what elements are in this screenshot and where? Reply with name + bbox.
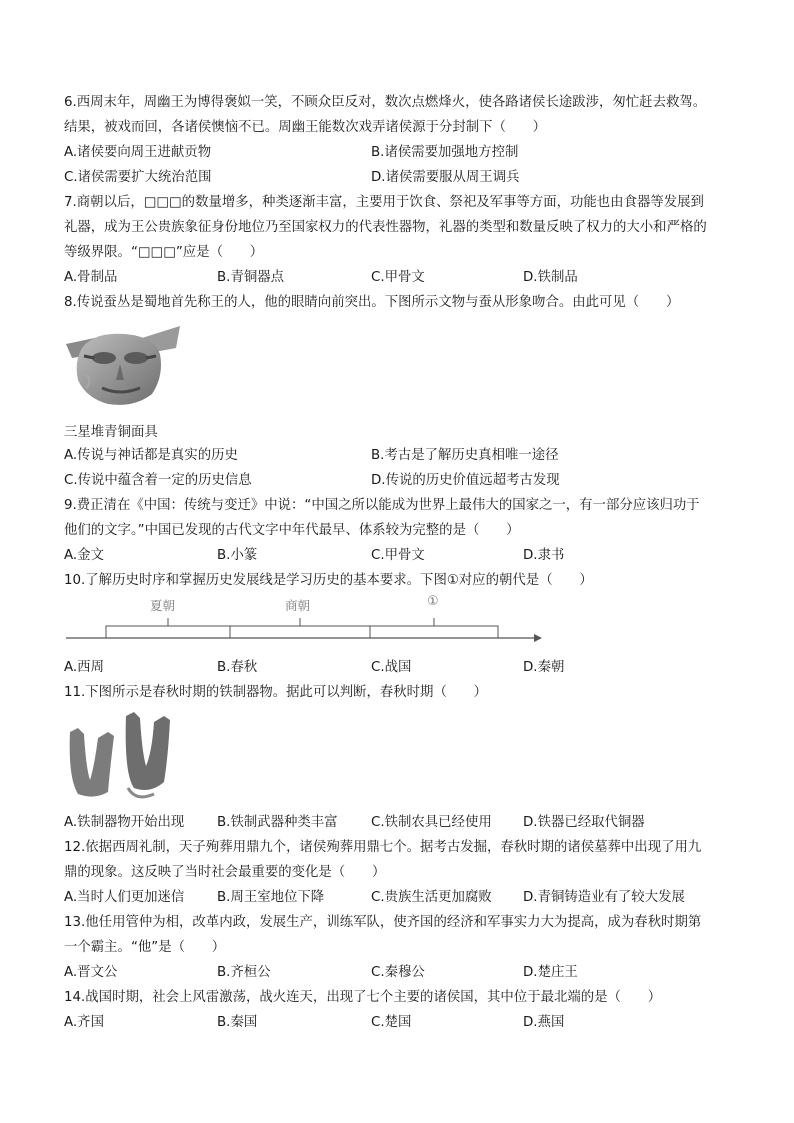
q10-option-b: B.春秋 — [217, 660, 258, 675]
q12-option-d: D.青铜铸造业有了较大发展 — [523, 890, 685, 905]
q9-option-d: D.隶书 — [523, 548, 565, 563]
q8-line1: 8.传说蚕丛是蜀地首先称王的人，他的眼睛向前突出。下图所示文物与蚕从形象吻合。由此可见（ ） — [64, 295, 680, 310]
q8-option-a: A.传说与神话都是真实的历史 — [64, 448, 238, 463]
timeline-label-shang: 商朝 — [285, 598, 311, 613]
q11-option-c: C.铁制农具已经使用 — [371, 815, 492, 830]
q9-line1: 9.费正清在《中国：传统与变迁》中说：“中国之所以能成为世界上最伟大的国家之一，有一部分应该归功于 — [64, 498, 700, 513]
q12-option-a: A.当时人们更加迷信 — [64, 890, 185, 905]
q14-option-d: D.燕国 — [523, 1015, 565, 1030]
q8-option-d: D.传说的历史价值远超考古发现 — [371, 473, 560, 488]
q14-line1: 14.战国时期，社会上风雷激荡，战火连天，出现了七个主要的诸侯国，其中位于最北端的是（ ） — [64, 990, 662, 1005]
timeline-label-xia: 夏朝 — [150, 598, 176, 613]
q11-option-d: D.铁器已经取代铜器 — [523, 815, 645, 830]
q7-option-b: B.青铜器点 — [217, 270, 285, 285]
q7-line2: 礼器，成为王公贵族象征身份地位乃至国家权力的代表性器物，礼器的类型和数量反映了权力的大小和严格的 — [64, 220, 707, 235]
q8-figure-caption: 三星堆青铜面具 — [64, 425, 158, 440]
q6-line2: 结果，被戏而回，各诸侯懊恼不已。周幽王能数次戏弄诸侯源于分封制下（ ） — [64, 120, 547, 135]
q11-option-b: B.铁制武器种类丰富 — [217, 815, 338, 830]
q8-option-c: C.传说中蕴含着一定的历史信息 — [64, 473, 252, 488]
q12-line1: 12.依据西周礼制，天子殉葬用鼎九个，诸侯殉葬用鼎七个。据考古发掘，春秋时期的诸侯墓葬中出现了用九 — [64, 840, 702, 855]
q9-option-a: A.金文 — [64, 548, 104, 563]
q7-option-c: C.甲骨文 — [371, 270, 425, 285]
q13-option-c: C.秦穆公 — [371, 965, 425, 980]
q6-option-b: B.诸侯需要加强地方控制 — [371, 145, 519, 160]
q7-option-a: A.骨制品 — [64, 270, 118, 285]
q14-option-a: A.齐国 — [64, 1015, 104, 1030]
q6-option-d: D.诸侯需要服从周王调兵 — [371, 170, 520, 185]
q11-option-a: A.铁制器物开始出现 — [64, 815, 185, 830]
q14-option-c: C.楚国 — [371, 1015, 412, 1030]
q12-line2: 鼎的现象。这反映了当时社会最重要的变化是（ ） — [64, 865, 386, 880]
q13-option-d: D.楚庄王 — [523, 965, 578, 980]
timeline-label-1: ① — [427, 594, 439, 609]
q10-line1: 10.了解历史时序和掌握历史发展线是学习历史的基本要求。下图①对应的朝代是（ ） — [64, 573, 593, 588]
q13-option-b: B.齐桓公 — [217, 965, 271, 980]
q10-option-a: A.西周 — [64, 660, 104, 675]
q13-line1: 13.他任用管仲为相，改革内政，发展生产，训练军队，使齐国的经济和军事实力大为提高，成为春秋时期第 — [64, 915, 702, 930]
q7-line1: 7.商朝以后，□□□的数量增多，种类逐渐丰富，主要用于饮食、祭祀及军事等方面，功能也由食器等发展到 — [64, 195, 704, 210]
q7-line3: 等级界限。“□□□”应是（ ） — [64, 245, 264, 260]
q13-option-a: A.晋文公 — [64, 965, 118, 980]
q10-option-d: D.秦朝 — [523, 660, 565, 675]
bronze-mask-image — [64, 318, 182, 410]
q6-option-a: A.诸侯要向周王进献贡物 — [64, 145, 212, 160]
q13-line2: 一个霸主。“他”是（ ） — [64, 940, 226, 955]
q6-line1: 6.西周末年，周幽王为博得褒姒一笑，不顾众臣反对，数次点燃烽火，使各路诸侯长途跋涉，匆忙赶去救驾。 — [64, 95, 707, 110]
q9-option-c: C.甲骨文 — [371, 548, 425, 563]
timeline-figure — [64, 594, 544, 650]
q12-option-b: B.周王室地位下降 — [217, 890, 325, 905]
q9-option-b: B.小篆 — [217, 548, 258, 563]
q6-option-c: C.诸侯需要扩大统治范围 — [64, 170, 212, 185]
q9-line2: 他们的文字。”中国已发现的古代文字中年代最早、体系较为完整的是（ ） — [64, 523, 520, 538]
q12-option-c: C.贵族生活更加腐败 — [371, 890, 492, 905]
q8-option-b: B.考古是了解历史真相唯一途径 — [371, 448, 559, 463]
q7-option-d: D.铁制品 — [523, 270, 578, 285]
q10-option-c: C.战国 — [371, 660, 412, 675]
iron-tools-image — [64, 708, 174, 804]
q14-option-b: B.秦国 — [217, 1015, 258, 1030]
q11-line1: 11.下图所示是春秋时期的铁制器物。据此可以判断，春秋时期（ ） — [64, 685, 488, 700]
